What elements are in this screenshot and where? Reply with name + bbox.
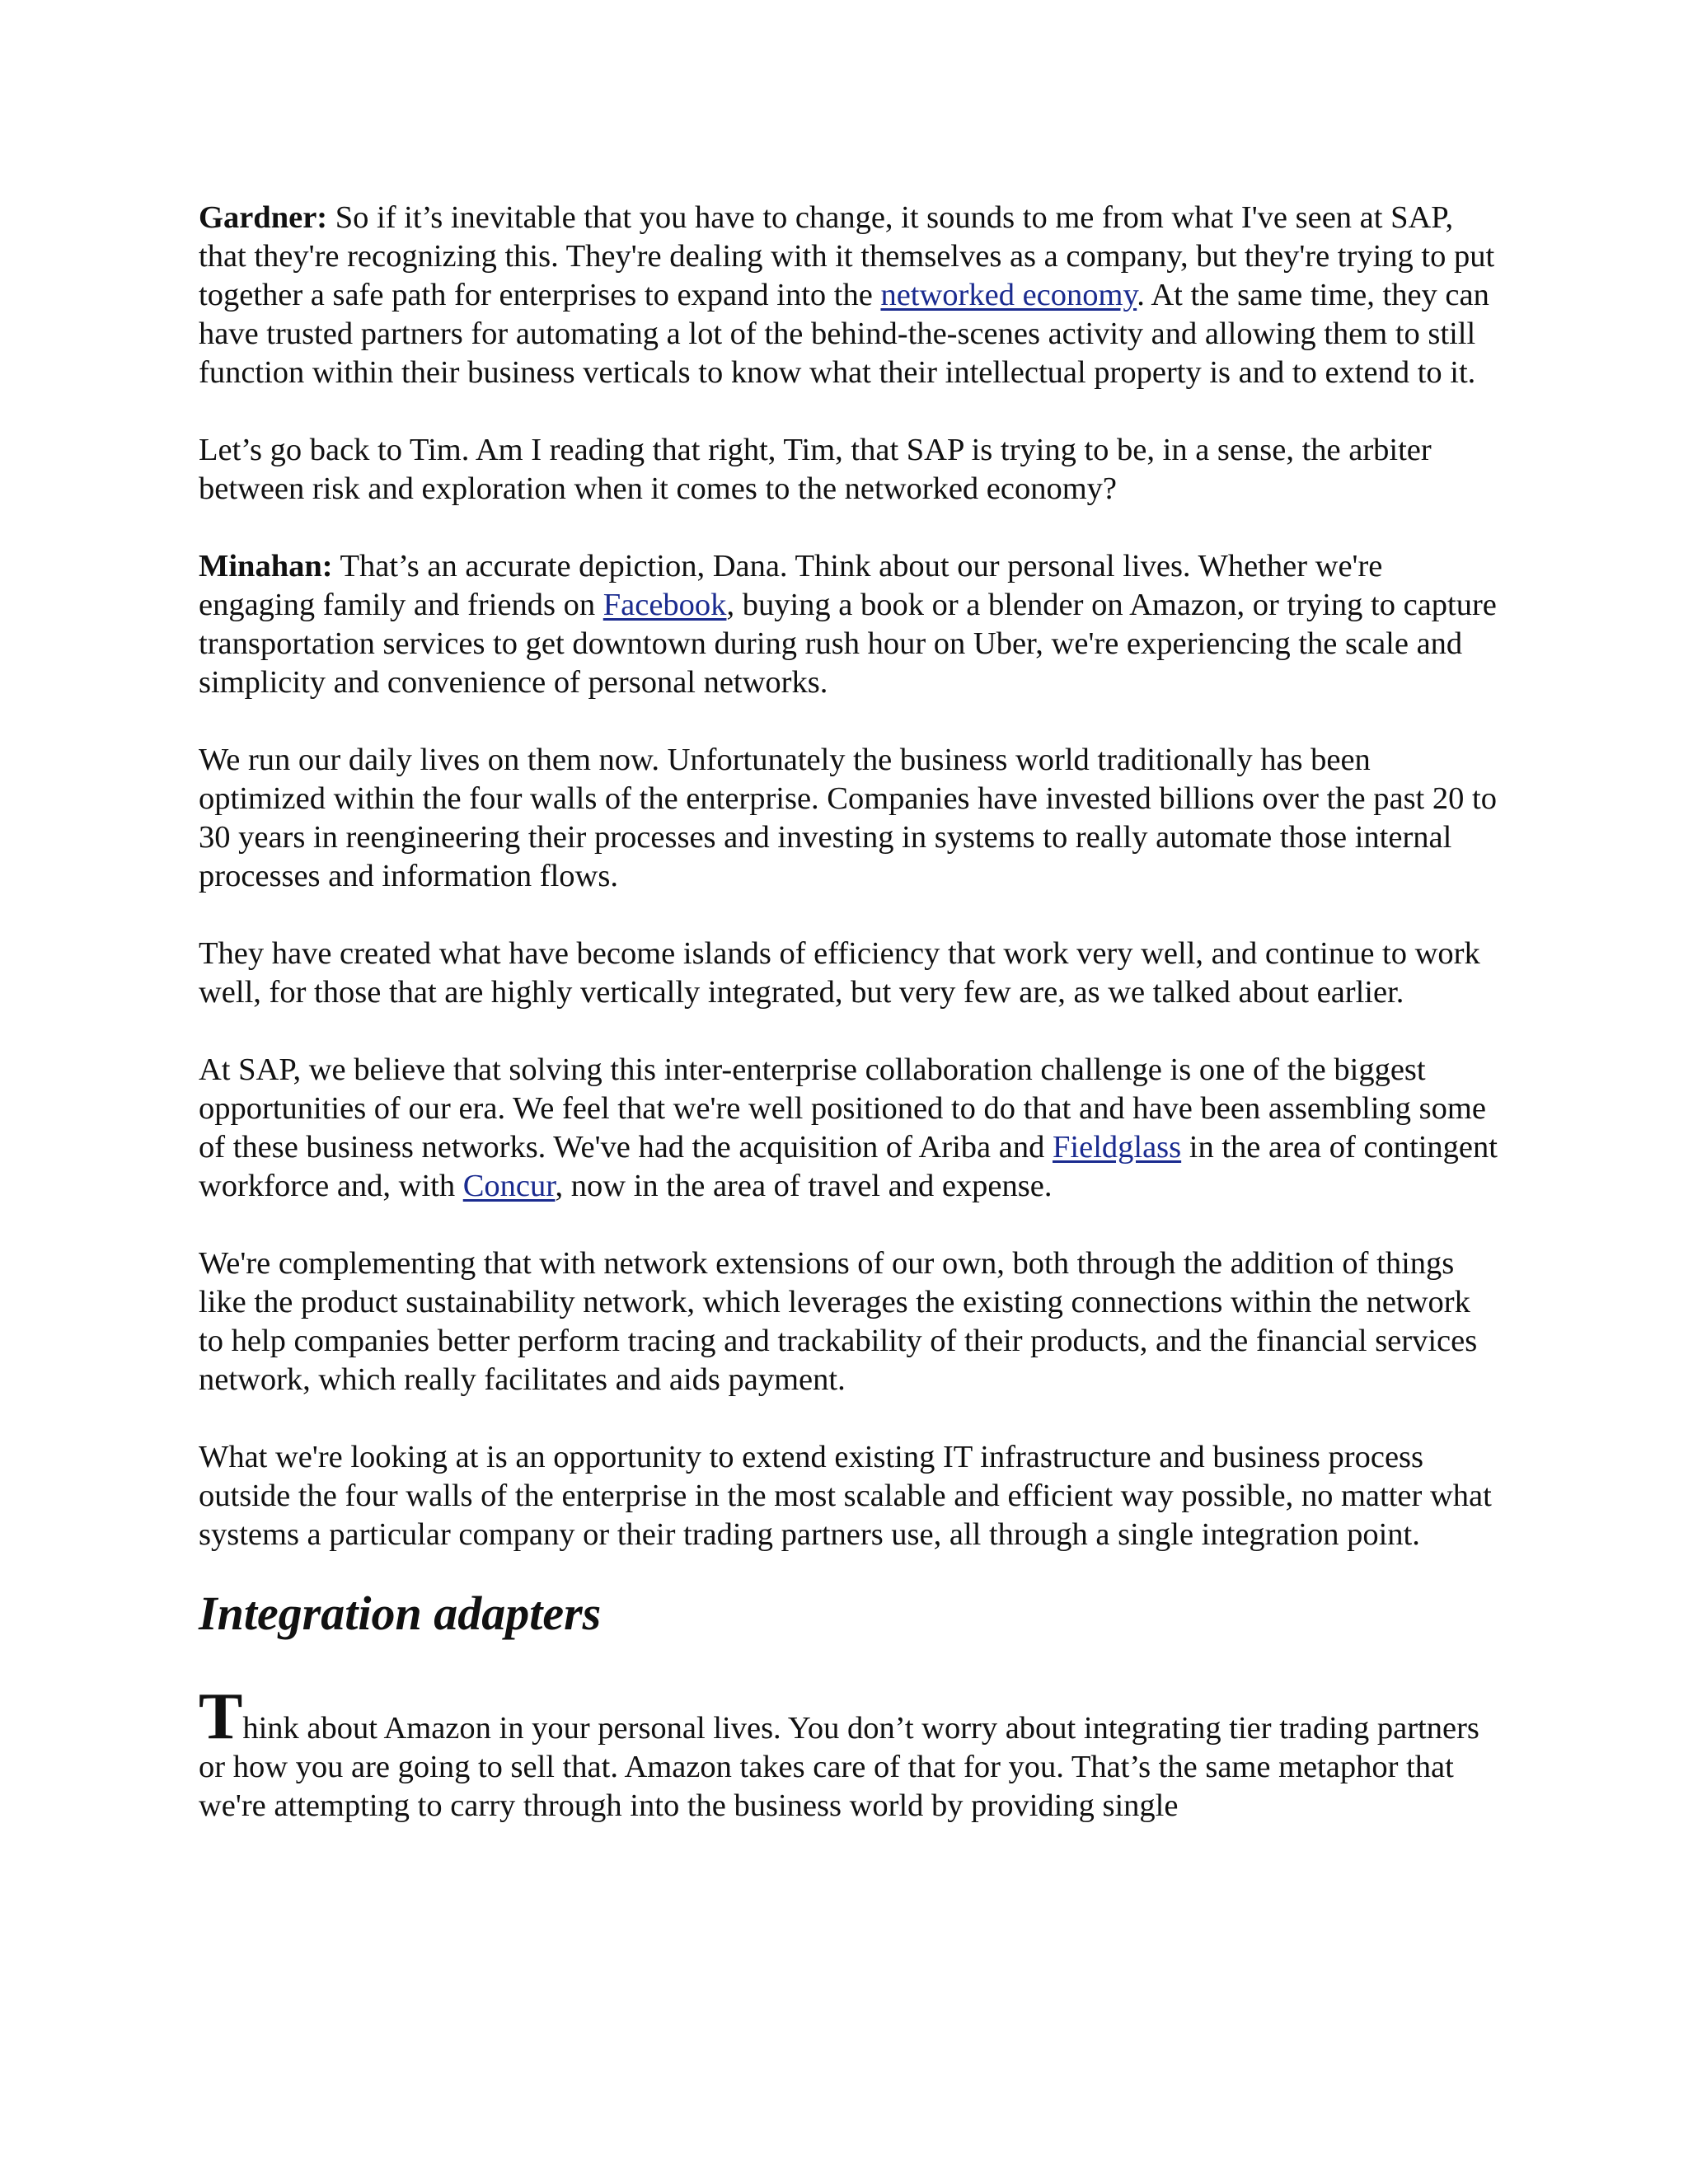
facebook-link[interactable]: Facebook	[603, 588, 727, 622]
paragraph-daily-lives: We run our daily lives on them now. Unfortunately the business world traditionally has been optimized within the four walls of the enterprise. Companies have invested billions over the past 20 to 30 years in reengineering their processes and investing in systems to really automate those internal processes and information flows.	[199, 743, 1497, 893]
paragraph-followup: Let’s go back to Tim. Am I reading that right, Tim, that SAP is trying to be, in a sense, the arbiter between risk and exploration when it comes to the networked economy?	[199, 433, 1432, 506]
paragraph-text: So if it’s inevitable that you have to change, it sounds to me from what I've seen at SAP, that they're recognizing this. They're dealing with it themselves as a company, but they're trying to put together a safe path for enterprises to expand into the	[199, 200, 1495, 312]
document-page	[199, 199, 1503, 1864]
paragraph-gardner-question	[199, 199, 1503, 392]
paragraph-amazon	[199, 1680, 1503, 1825]
speaker-name: Gardner:	[199, 200, 328, 235]
paragraph-text: , now in the area of travel and expense.	[555, 1169, 1053, 1203]
paragraph-text: That’s an accurate depiction, Dana. Think about our personal lives. Whether we're engaging family and friends on	[199, 549, 1383, 622]
paragraph-sap-belief	[199, 1051, 1503, 1206]
concur-link[interactable]: Concur	[462, 1169, 556, 1203]
paragraph-opportunity: What we're looking at is an opportunity to extend existing IT infrastructure and business process outside the four walls of the enterprise in the most scalable and efficient way possible, no matter what systems a particular company or their trading partners use, all through a single integration point.	[199, 1440, 1492, 1552]
fieldglass-link[interactable]: Fieldglass	[1053, 1130, 1182, 1165]
paragraph-text: , buying a book or a blender on Amazon, or trying to capture transportation services to get downtown during rush hour on Uber, we're experiencing the scale and simplicity and convenience of personal networks.	[199, 588, 1497, 700]
paragraph-islands: They have created what have become islands of efficiency that work very well, and continue to work well, for those that are highly vertically integrated, but very few are, as we talked about earlier.	[199, 936, 1480, 1010]
paragraph-text: in the area of contingent workforce and, with	[199, 1130, 1498, 1203]
paragraph-text: At SAP, we believe that solving this inter-enterprise collaboration challenge is one of the biggest opportunities of our era. We feel that we're well positioned to do that and have been assembling some of these business networks. We've had the acquisition of Ariba and	[199, 1052, 1486, 1165]
paragraph-text: . At the same time, they can have trusted partners for automating a lot of the behind-the-scenes activity and allowing them to still function within their business verticals to know what their intellectual property is and to extend to it.	[199, 278, 1489, 390]
drop-cap: T	[199, 1680, 243, 1753]
speaker-name: Minahan:	[199, 549, 333, 583]
section-heading: Integration adapters	[199, 1586, 602, 1640]
paragraph-text: hink about Amazon in your personal lives. You don’t worry about integrating tier trading partners or how you are going to sell that. Amazon takes care of that for you. That’s the same metaphor that we're attempting to carry through into the business world by providing single	[199, 1711, 1479, 1823]
paragraph-minahan-answer	[199, 547, 1503, 702]
paragraph-network-extensions: We're complementing that with network extensions of our own, both through the addition of things like the product sustainability network, which leverages the existing connections within the network to help companies better perform tracing and trackability of their products, and the financial services network, which really facilitates and aids payment.	[199, 1246, 1478, 1397]
networked-economy-link[interactable]: networked economy	[880, 278, 1137, 312]
